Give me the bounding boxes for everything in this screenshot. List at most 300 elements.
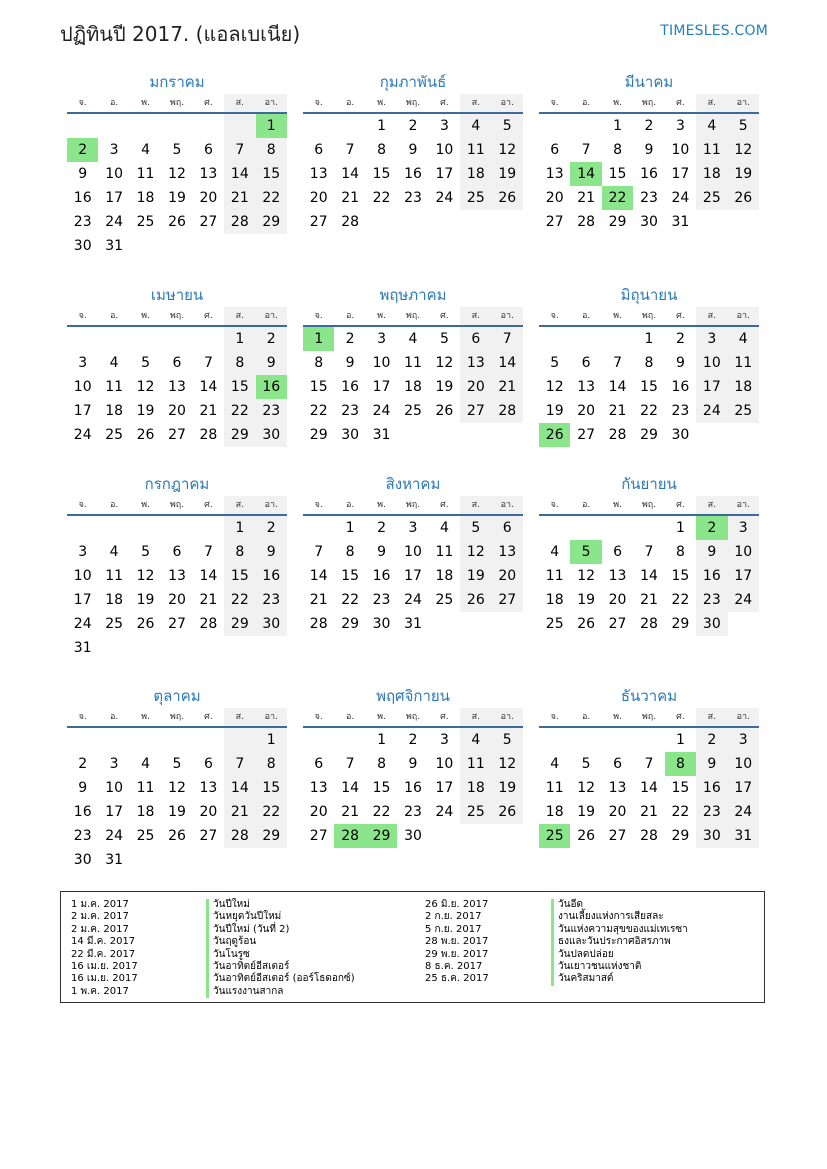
day-cell[interactable]: 30 <box>696 824 727 848</box>
day-cell[interactable]: 15 <box>671 568 690 584</box>
day-cell[interactable]: 9 <box>78 780 88 796</box>
day-cell[interactable]: 3 <box>78 544 88 560</box>
day-cell[interactable]: 21 <box>577 190 596 206</box>
day-cell[interactable]: 18 <box>545 804 564 820</box>
day-cell[interactable]: 16 <box>341 379 360 395</box>
day-cell[interactable]: 6 <box>172 355 182 371</box>
day-cell[interactable]: 22 <box>341 592 360 608</box>
day-cell[interactable]: 8 <box>377 756 387 772</box>
day-cell[interactable]: 10 <box>105 166 124 182</box>
day-cell[interactable]: 20 <box>577 403 596 419</box>
day-cell[interactable]: 23 <box>696 588 727 612</box>
day-cell[interactable]: 23 <box>696 800 727 824</box>
day-cell[interactable]: 27 <box>492 588 523 612</box>
day-cell[interactable]: 2 <box>408 732 418 748</box>
day-cell[interactable]: 18 <box>105 403 124 419</box>
day-cell[interactable]: 25 <box>545 616 564 632</box>
day-cell[interactable]: 1 <box>377 118 387 134</box>
day-cell[interactable]: 15 <box>256 776 287 800</box>
day-cell[interactable]: 30 <box>640 214 658 230</box>
day-cell[interactable]: 23 <box>372 592 391 608</box>
holiday-day-cell[interactable]: 14 <box>570 162 601 186</box>
day-cell[interactable]: 29 <box>671 828 690 844</box>
day-cell[interactable]: 22 <box>256 186 287 210</box>
day-cell[interactable]: 24 <box>435 804 454 820</box>
day-cell[interactable]: 17 <box>73 592 92 608</box>
day-cell[interactable]: 8 <box>345 544 355 560</box>
day-cell[interactable]: 16 <box>696 776 727 800</box>
day-cell[interactable]: 29 <box>256 210 287 234</box>
day-cell[interactable]: 27 <box>199 214 218 230</box>
day-cell[interactable]: 5 <box>550 355 560 371</box>
day-cell[interactable]: 16 <box>640 166 658 182</box>
day-cell[interactable]: 15 <box>224 375 255 399</box>
day-cell[interactable]: 21 <box>341 190 360 206</box>
day-cell[interactable]: 10 <box>696 351 727 375</box>
holiday-day-cell[interactable]: 5 <box>570 540 601 564</box>
day-cell[interactable]: 31 <box>728 824 759 848</box>
day-cell[interactable]: 8 <box>675 544 685 560</box>
day-cell[interactable]: 28 <box>309 616 328 632</box>
day-cell[interactable]: 12 <box>492 138 523 162</box>
day-cell[interactable]: 24 <box>435 190 454 206</box>
day-cell[interactable]: 28 <box>224 210 255 234</box>
day-cell[interactable]: 11 <box>105 379 124 395</box>
day-cell[interactable]: 18 <box>545 592 564 608</box>
day-cell[interactable]: 18 <box>136 804 155 820</box>
day-cell[interactable]: 24 <box>105 828 124 844</box>
day-cell[interactable]: 12 <box>435 355 454 371</box>
day-cell[interactable]: 19 <box>492 776 523 800</box>
day-cell[interactable]: 15 <box>224 564 255 588</box>
day-cell[interactable]: 7 <box>345 142 355 158</box>
day-cell[interactable]: 24 <box>728 800 759 824</box>
day-cell[interactable]: 12 <box>460 540 491 564</box>
day-cell[interactable]: 27 <box>168 616 186 632</box>
day-cell[interactable]: 20 <box>492 564 523 588</box>
day-cell[interactable]: 7 <box>644 544 654 560</box>
day-cell[interactable]: 20 <box>309 804 328 820</box>
day-cell[interactable]: 10 <box>435 142 454 158</box>
day-cell[interactable]: 19 <box>168 804 186 820</box>
day-cell[interactable]: 31 <box>73 640 92 656</box>
day-cell[interactable]: 3 <box>377 331 387 347</box>
day-cell[interactable]: 19 <box>460 564 491 588</box>
day-cell[interactable]: 23 <box>256 399 287 423</box>
day-cell[interactable]: 22 <box>671 804 690 820</box>
day-cell[interactable]: 18 <box>460 162 491 186</box>
day-cell[interactable]: 25 <box>435 592 454 608</box>
day-cell[interactable]: 14 <box>608 379 627 395</box>
day-cell[interactable]: 2 <box>256 516 287 540</box>
day-cell[interactable]: 26 <box>460 588 491 612</box>
day-cell[interactable]: 1 <box>256 728 287 752</box>
day-cell[interactable]: 12 <box>492 752 523 776</box>
day-cell[interactable]: 29 <box>309 427 328 443</box>
day-cell[interactable]: 24 <box>372 403 391 419</box>
day-cell[interactable]: 28 <box>341 214 360 230</box>
day-cell[interactable]: 18 <box>435 568 454 584</box>
day-cell[interactable]: 30 <box>671 427 690 443</box>
day-cell[interactable]: 12 <box>577 568 596 584</box>
day-cell[interactable]: 4 <box>141 142 151 158</box>
day-cell[interactable]: 15 <box>341 568 360 584</box>
day-cell[interactable]: 17 <box>728 776 759 800</box>
day-cell[interactable]: 23 <box>404 190 422 206</box>
day-cell[interactable]: 14 <box>341 166 360 182</box>
holiday-day-cell[interactable]: 22 <box>602 186 633 210</box>
day-cell[interactable]: 27 <box>460 399 491 423</box>
day-cell[interactable]: 17 <box>105 190 124 206</box>
day-cell[interactable]: 24 <box>73 427 92 443</box>
day-cell[interactable]: 2 <box>78 756 88 772</box>
day-cell[interactable]: 10 <box>671 142 690 158</box>
day-cell[interactable]: 11 <box>105 568 124 584</box>
day-cell[interactable]: 24 <box>404 592 422 608</box>
day-cell[interactable]: 18 <box>728 375 759 399</box>
day-cell[interactable]: 29 <box>671 616 690 632</box>
day-cell[interactable]: 16 <box>404 166 422 182</box>
day-cell[interactable]: 21 <box>341 804 360 820</box>
day-cell[interactable]: 5 <box>141 355 151 371</box>
day-cell[interactable]: 4 <box>460 114 491 138</box>
day-cell[interactable]: 3 <box>728 728 759 752</box>
day-cell[interactable]: 7 <box>314 544 324 560</box>
day-cell[interactable]: 30 <box>73 238 92 254</box>
day-cell[interactable]: 18 <box>404 379 422 395</box>
day-cell[interactable]: 11 <box>728 351 759 375</box>
day-cell[interactable]: 3 <box>728 516 759 540</box>
day-cell[interactable]: 5 <box>172 142 182 158</box>
day-cell[interactable]: 15 <box>372 780 391 796</box>
day-cell[interactable]: 5 <box>172 756 182 772</box>
day-cell[interactable]: 7 <box>224 138 255 162</box>
day-cell[interactable]: 11 <box>404 355 422 371</box>
day-cell[interactable]: 23 <box>73 828 92 844</box>
day-cell[interactable]: 20 <box>199 804 218 820</box>
day-cell[interactable]: 13 <box>492 540 523 564</box>
day-cell[interactable]: 3 <box>408 520 418 536</box>
day-cell[interactable]: 28 <box>640 828 658 844</box>
day-cell[interactable]: 26 <box>168 214 186 230</box>
day-cell[interactable]: 5 <box>492 728 523 752</box>
day-cell[interactable]: 13 <box>545 166 564 182</box>
day-cell[interactable]: 30 <box>256 612 287 636</box>
day-cell[interactable]: 24 <box>696 399 727 423</box>
day-cell[interactable]: 20 <box>168 403 186 419</box>
day-cell[interactable]: 25 <box>105 616 124 632</box>
day-cell[interactable]: 19 <box>545 403 564 419</box>
day-cell[interactable]: 4 <box>109 355 119 371</box>
holiday-day-cell[interactable]: 26 <box>539 423 570 447</box>
day-cell[interactable]: 26 <box>728 186 759 210</box>
day-cell[interactable]: 29 <box>224 612 255 636</box>
day-cell[interactable]: 9 <box>696 540 727 564</box>
day-cell[interactable]: 3 <box>78 355 88 371</box>
day-cell[interactable]: 10 <box>728 752 759 776</box>
holiday-day-cell[interactable]: 25 <box>539 824 570 848</box>
day-cell[interactable]: 26 <box>577 828 596 844</box>
day-cell[interactable]: 20 <box>168 592 186 608</box>
day-cell[interactable]: 7 <box>203 544 213 560</box>
day-cell[interactable]: 5 <box>439 331 449 347</box>
day-cell[interactable]: 26 <box>136 616 155 632</box>
day-cell[interactable]: 6 <box>613 544 623 560</box>
day-cell[interactable]: 11 <box>460 752 491 776</box>
day-cell[interactable]: 9 <box>644 142 654 158</box>
day-cell[interactable]: 7 <box>613 355 623 371</box>
site-link[interactable]: TIMESLES.COM <box>660 23 768 39</box>
day-cell[interactable]: 13 <box>309 166 328 182</box>
day-cell[interactable]: 25 <box>404 403 422 419</box>
day-cell[interactable]: 20 <box>608 592 627 608</box>
day-cell[interactable]: 30 <box>256 423 287 447</box>
day-cell[interactable]: 13 <box>608 780 627 796</box>
day-cell[interactable]: 28 <box>640 616 658 632</box>
day-cell[interactable]: 25 <box>136 214 155 230</box>
day-cell[interactable]: 9 <box>78 166 88 182</box>
day-cell[interactable]: 12 <box>168 166 186 182</box>
day-cell[interactable]: 1 <box>613 118 623 134</box>
day-cell[interactable]: 10 <box>728 540 759 564</box>
day-cell[interactable]: 9 <box>377 544 387 560</box>
day-cell[interactable]: 14 <box>341 780 360 796</box>
day-cell[interactable]: 21 <box>492 375 523 399</box>
day-cell[interactable]: 19 <box>492 162 523 186</box>
day-cell[interactable]: 14 <box>199 568 218 584</box>
day-cell[interactable]: 9 <box>345 355 355 371</box>
day-cell[interactable]: 7 <box>224 752 255 776</box>
day-cell[interactable]: 14 <box>224 776 255 800</box>
day-cell[interactable]: 11 <box>545 568 564 584</box>
day-cell[interactable]: 13 <box>309 780 328 796</box>
day-cell[interactable]: 13 <box>577 379 596 395</box>
day-cell[interactable]: 15 <box>608 166 627 182</box>
day-cell[interactable]: 6 <box>613 756 623 772</box>
day-cell[interactable]: 27 <box>309 214 328 230</box>
day-cell[interactable]: 18 <box>460 776 491 800</box>
holiday-day-cell[interactable]: 2 <box>696 516 727 540</box>
day-cell[interactable]: 6 <box>581 355 591 371</box>
day-cell[interactable]: 24 <box>728 588 759 612</box>
day-cell[interactable]: 21 <box>608 403 627 419</box>
day-cell[interactable]: 5 <box>728 114 759 138</box>
day-cell[interactable]: 14 <box>640 780 658 796</box>
day-cell[interactable]: 27 <box>309 828 328 844</box>
day-cell[interactable]: 7 <box>644 756 654 772</box>
day-cell[interactable]: 6 <box>203 142 213 158</box>
day-cell[interactable]: 5 <box>581 756 591 772</box>
day-cell[interactable]: 16 <box>696 564 727 588</box>
day-cell[interactable]: 23 <box>73 214 92 230</box>
day-cell[interactable]: 4 <box>460 728 491 752</box>
day-cell[interactable]: 27 <box>199 828 218 844</box>
day-cell[interactable]: 1 <box>675 520 685 536</box>
day-cell[interactable]: 28 <box>199 616 218 632</box>
day-cell[interactable]: 1 <box>377 732 387 748</box>
day-cell[interactable]: 16 <box>671 379 690 395</box>
day-cell[interactable]: 17 <box>372 379 391 395</box>
holiday-day-cell[interactable]: 29 <box>366 824 397 848</box>
day-cell[interactable]: 16 <box>256 564 287 588</box>
day-cell[interactable]: 19 <box>577 804 596 820</box>
day-cell[interactable]: 26 <box>492 186 523 210</box>
day-cell[interactable]: 27 <box>577 427 596 443</box>
day-cell[interactable]: 6 <box>172 544 182 560</box>
day-cell[interactable]: 30 <box>696 612 727 636</box>
day-cell[interactable]: 23 <box>404 804 422 820</box>
day-cell[interactable]: 22 <box>256 800 287 824</box>
day-cell[interactable]: 10 <box>105 780 124 796</box>
day-cell[interactable]: 4 <box>109 544 119 560</box>
day-cell[interactable]: 22 <box>309 403 328 419</box>
day-cell[interactable]: 17 <box>696 375 727 399</box>
day-cell[interactable]: 9 <box>675 355 685 371</box>
day-cell[interactable]: 25 <box>460 800 491 824</box>
day-cell[interactable]: 15 <box>256 162 287 186</box>
day-cell[interactable]: 16 <box>73 804 92 820</box>
day-cell[interactable]: 25 <box>728 399 759 423</box>
day-cell[interactable]: 23 <box>671 403 690 419</box>
day-cell[interactable]: 25 <box>136 828 155 844</box>
day-cell[interactable]: 22 <box>372 804 391 820</box>
day-cell[interactable]: 2 <box>377 520 387 536</box>
day-cell[interactable]: 13 <box>460 351 491 375</box>
day-cell[interactable]: 4 <box>408 331 418 347</box>
day-cell[interactable]: 20 <box>460 375 491 399</box>
day-cell[interactable]: 1 <box>224 327 255 351</box>
day-cell[interactable]: 27 <box>168 427 186 443</box>
day-cell[interactable]: 6 <box>203 756 213 772</box>
day-cell[interactable]: 21 <box>640 592 658 608</box>
day-cell[interactable]: 3 <box>439 118 449 134</box>
day-cell[interactable]: 29 <box>224 423 255 447</box>
day-cell[interactable]: 4 <box>550 756 560 772</box>
day-cell[interactable]: 14 <box>224 162 255 186</box>
day-cell[interactable]: 12 <box>136 379 155 395</box>
day-cell[interactable]: 27 <box>608 828 627 844</box>
day-cell[interactable]: 10 <box>372 355 391 371</box>
day-cell[interactable]: 21 <box>309 592 328 608</box>
day-cell[interactable]: 28 <box>608 427 627 443</box>
day-cell[interactable]: 12 <box>136 568 155 584</box>
day-cell[interactable]: 29 <box>640 427 658 443</box>
day-cell[interactable]: 18 <box>136 190 155 206</box>
day-cell[interactable]: 2 <box>256 327 287 351</box>
day-cell[interactable]: 11 <box>136 166 155 182</box>
day-cell[interactable]: 15 <box>671 780 690 796</box>
day-cell[interactable]: 17 <box>105 804 124 820</box>
day-cell[interactable]: 28 <box>577 214 596 230</box>
day-cell[interactable]: 31 <box>105 852 124 868</box>
day-cell[interactable]: 2 <box>345 331 355 347</box>
day-cell[interactable]: 21 <box>199 403 218 419</box>
day-cell[interactable]: 7 <box>203 355 213 371</box>
holiday-day-cell[interactable]: 2 <box>67 138 98 162</box>
day-cell[interactable]: 8 <box>256 752 287 776</box>
day-cell[interactable]: 30 <box>372 616 391 632</box>
day-cell[interactable]: 3 <box>109 756 119 772</box>
day-cell[interactable]: 2 <box>408 118 418 134</box>
day-cell[interactable]: 9 <box>696 752 727 776</box>
day-cell[interactable]: 21 <box>224 800 255 824</box>
day-cell[interactable]: 11 <box>545 780 564 796</box>
day-cell[interactable]: 23 <box>640 190 658 206</box>
day-cell[interactable]: 6 <box>550 142 560 158</box>
day-cell[interactable]: 1 <box>644 331 654 347</box>
day-cell[interactable]: 2 <box>696 728 727 752</box>
day-cell[interactable]: 9 <box>408 756 418 772</box>
day-cell[interactable]: 26 <box>435 403 454 419</box>
day-cell[interactable]: 21 <box>224 186 255 210</box>
day-cell[interactable]: 30 <box>404 828 422 844</box>
day-cell[interactable]: 14 <box>199 379 218 395</box>
day-cell[interactable]: 9 <box>408 142 418 158</box>
day-cell[interactable]: 14 <box>640 568 658 584</box>
day-cell[interactable]: 17 <box>404 568 422 584</box>
day-cell[interactable]: 14 <box>492 351 523 375</box>
day-cell[interactable]: 4 <box>141 756 151 772</box>
day-cell[interactable]: 22 <box>640 403 658 419</box>
holiday-day-cell[interactable]: 1 <box>256 114 287 138</box>
day-cell[interactable]: 13 <box>199 780 218 796</box>
day-cell[interactable]: 8 <box>224 540 255 564</box>
day-cell[interactable]: 13 <box>168 379 186 395</box>
day-cell[interactable]: 12 <box>728 138 759 162</box>
day-cell[interactable]: 26 <box>168 828 186 844</box>
day-cell[interactable]: 17 <box>435 780 454 796</box>
day-cell[interactable]: 17 <box>73 403 92 419</box>
day-cell[interactable]: 12 <box>577 780 596 796</box>
day-cell[interactable]: 28 <box>199 427 218 443</box>
day-cell[interactable]: 23 <box>256 588 287 612</box>
day-cell[interactable]: 27 <box>545 214 564 230</box>
day-cell[interactable]: 8 <box>377 142 387 158</box>
day-cell[interactable]: 22 <box>372 190 391 206</box>
day-cell[interactable]: 30 <box>341 427 360 443</box>
day-cell[interactable]: 2 <box>675 331 685 347</box>
day-cell[interactable]: 11 <box>696 138 727 162</box>
day-cell[interactable]: 1 <box>675 732 685 748</box>
day-cell[interactable]: 31 <box>105 238 124 254</box>
day-cell[interactable]: 25 <box>105 427 124 443</box>
day-cell[interactable]: 12 <box>545 379 564 395</box>
day-cell[interactable]: 26 <box>136 427 155 443</box>
day-cell[interactable]: 20 <box>545 190 564 206</box>
day-cell[interactable]: 20 <box>199 190 218 206</box>
day-cell[interactable]: 7 <box>345 756 355 772</box>
day-cell[interactable]: 4 <box>696 114 727 138</box>
day-cell[interactable]: 19 <box>136 592 155 608</box>
day-cell[interactable]: 10 <box>73 568 92 584</box>
day-cell[interactable]: 22 <box>671 592 690 608</box>
day-cell[interactable]: 10 <box>404 544 422 560</box>
day-cell[interactable]: 10 <box>435 756 454 772</box>
day-cell[interactable]: 24 <box>73 616 92 632</box>
day-cell[interactable]: 24 <box>105 214 124 230</box>
day-cell[interactable]: 27 <box>608 616 627 632</box>
day-cell[interactable]: 28 <box>492 399 523 423</box>
day-cell[interactable]: 30 <box>73 852 92 868</box>
day-cell[interactable]: 3 <box>675 118 685 134</box>
day-cell[interactable]: 13 <box>199 166 218 182</box>
day-cell[interactable]: 6 <box>314 142 324 158</box>
day-cell[interactable]: 19 <box>168 190 186 206</box>
day-cell[interactable]: 19 <box>136 403 155 419</box>
day-cell[interactable]: 6 <box>460 327 491 351</box>
day-cell[interactable]: 1 <box>345 520 355 536</box>
day-cell[interactable]: 25 <box>460 186 491 210</box>
